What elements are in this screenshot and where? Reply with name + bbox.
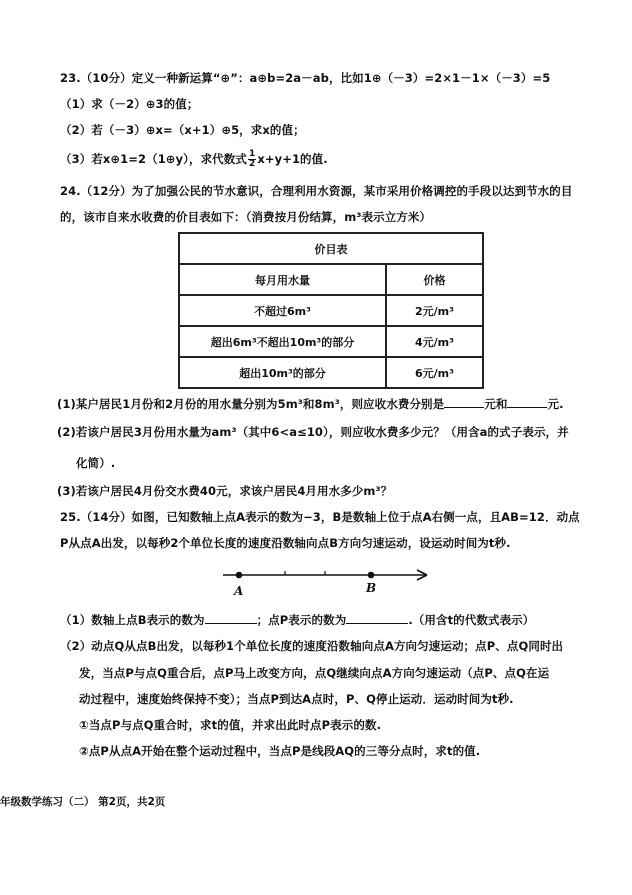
answer-blank[interactable] (444, 396, 484, 408)
table-cell-price: 2元/m³ (386, 295, 483, 326)
q24-part1-mid: 元和 (484, 397, 508, 411)
q25-part1-mid: ；点P表示的数为 (256, 613, 347, 627)
point-b-dot (368, 572, 375, 579)
page-footer: 年级数学练习（二） 第2页，共2页 (0, 796, 166, 808)
q25-header: 25.（14分）如图，已知数轴上点A表示的数为−3，B是数轴上位于点A右侧一点，且AB=12．动点 (60, 510, 580, 524)
table-row (179, 326, 483, 357)
point-a-label: A (234, 584, 244, 598)
q25-part2-line2: 发，当点P与点Q重合后，点P马上改变方向，点Q继续向点A方向匀速运动（点P、点Q在运 (79, 666, 550, 680)
q24-part3: (3)若该户居民4月份交水费40元，求该户居民4月用水多少m³？ (57, 484, 393, 498)
q25-part2: （2）动点Q从点B出发，以每秒1个单位长度的速度沿数轴向点A方向匀速运动；点P、点Q同时出 (60, 639, 564, 653)
point-b-label: B (366, 581, 377, 595)
q24-part2-line2: 化简）. (76, 456, 116, 470)
table-row (179, 295, 483, 326)
price-table-col-usage: 每月用水量 (179, 264, 386, 295)
fraction-denominator: 2 (248, 159, 256, 169)
q25-part2-line3: 动过程中，速度始终保持不变）；当点P到达A点时，P、Q停止运动．运动时间为t秒. (79, 692, 514, 706)
q25-sub1: ①当点P与点Q重合时，求t的值，并求出此时点P表示的数. (79, 718, 382, 732)
q23-part3-text: （3）若x⊕1=2（1⊕y），求代数式 (60, 152, 247, 166)
point-a-dot (236, 572, 243, 579)
q25-header-line2: P从点A出发，以每秒2个单位长度的速度沿数轴向点B方向匀速运动，设运动时间为t秒. (60, 536, 511, 550)
q23-part3-tail: x+y+1的值. (257, 152, 328, 166)
table-cell-usage: 超出6m³不超出10m³的部分 (179, 326, 386, 357)
table-row (179, 357, 483, 388)
fraction-one-half (248, 150, 256, 169)
q23-part2: （2）若（－3）⊕x=（x+1）⊕5，求x的值； (60, 123, 305, 137)
number-line-figure (215, 562, 445, 602)
q24-header: 24.（12分）为了加强公民的节水意识，合理利用水资源，某市采用价格调控的手段以达到节水的目 (60, 184, 573, 198)
table-cell-usage: 不超过6m³ (179, 295, 386, 326)
table-cell-price: 6元/m³ (386, 357, 483, 388)
q25-part1-tail: .（用含t的代数式表示） (408, 613, 535, 627)
table-cell-usage: 超出10m³的部分 (179, 357, 386, 388)
q24-part1-tail: 元. (547, 397, 564, 411)
q24-header-line2: 的，该市自来水收费的价目表如下：（消费按月份结算，m³表示立方米） (60, 210, 432, 224)
q24-part1-text: (1)某户居民1月份和2月份的用水量分别为5m³和8m³，则应收水费分别是 (57, 397, 445, 411)
answer-blank[interactable] (507, 396, 547, 408)
price-table-col-price: 价格 (386, 264, 483, 295)
q25-part1-text: （1）数轴上点B表示的数为 (60, 613, 205, 627)
fraction-numerator: 1 (248, 149, 256, 159)
q24-part2: (2)若该户居民3月份用水量为am³（其中6<a≤10），则应收水费多少元？（用含a的式子表示，并 (57, 425, 569, 439)
q23-header: 23.（10分）定义一种新运算“⊕”：a⊕b=2a－ab，比如1⊕（－3）=2×1－1×（－3）=5 (60, 71, 551, 85)
q24-part1 (57, 396, 564, 412)
price-table-title: 价目表 (179, 233, 483, 264)
price-table-header-row (179, 264, 483, 295)
q23-part1: （1）求（－2）⊕3的值； (60, 97, 199, 111)
q23-part3 (60, 150, 328, 169)
answer-blank[interactable] (205, 612, 257, 624)
price-table (178, 232, 484, 389)
price-table-title-row (179, 233, 483, 264)
answer-blank[interactable] (346, 612, 408, 624)
table-cell-price: 4元/m³ (386, 326, 483, 357)
q25-part1 (60, 612, 534, 628)
q25-sub2: ②点P从点A开始在整个运动过程中，当点P是线段AQ的三等分点时，求t的值. (79, 744, 481, 758)
